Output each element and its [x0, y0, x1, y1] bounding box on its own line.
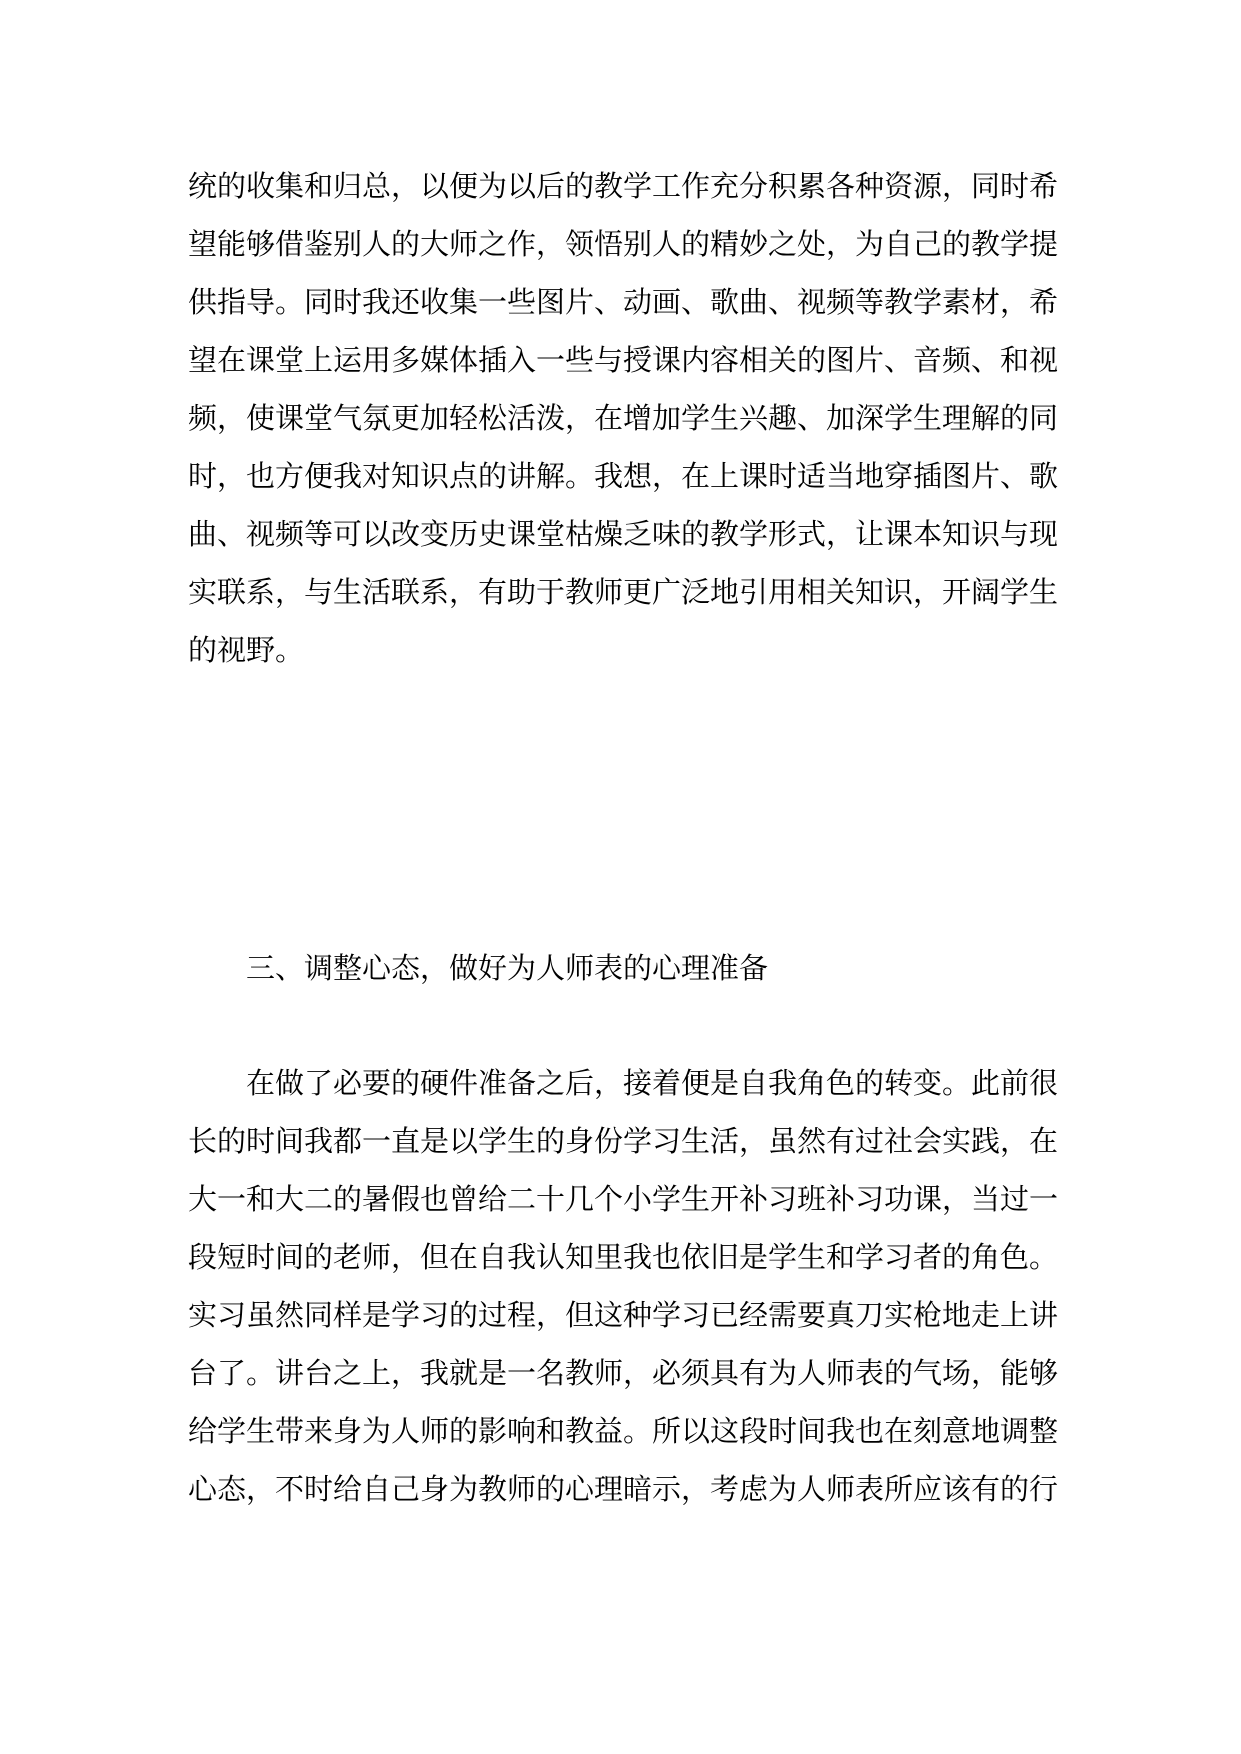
paragraph-1-line: 曲、视频等可以改变历史课堂枯燥乏味的教学形式，让课本知识与现	[188, 517, 1059, 551]
paragraph-2-line: 大一和大二的暑假也曾给二十几个小学生开补习班补习功课，当过一	[188, 1182, 1059, 1216]
paragraph-2-line: 台了。讲台之上，我就是一名教师，必须具有为人师表的气场，能够	[188, 1356, 1059, 1390]
paragraph-1-line: 时，也方便我对知识点的讲解。我想，在上课时适当地穿插图片、歌	[188, 459, 1059, 493]
paragraph-1-line: 的视野。	[188, 633, 305, 667]
paragraph-2-line: 给学生带来身为人师的影响和教益。所以这段时间我也在刻意地调整	[188, 1414, 1059, 1448]
paragraph-1-line: 统的收集和归总，以便为以后的教学工作充分积累各种资源，同时希	[188, 169, 1059, 203]
paragraph-1-line: 实联系，与生活联系，有助于教师更广泛地引用相关知识，开阔学生	[188, 575, 1059, 609]
paragraph-2-line: 在做了必要的硬件准备之后，接着便是自我角色的转变。此前很	[246, 1066, 1059, 1100]
paragraph-2-line: 长的时间我都一直是以学生的身份学习生活，虽然有过社会实践，在	[188, 1124, 1059, 1158]
paragraph-1-line: 频，使课堂气氛更加轻松活泼，在增加学生兴趣、加深学生理解的同	[188, 401, 1059, 435]
paragraph-2-line: 实习虽然同样是学习的过程，但这种学习已经需要真刀实枪地走上讲	[188, 1298, 1059, 1332]
paragraph-1-line: 望在课堂上运用多媒体插入一些与授课内容相关的图片、音频、和视	[188, 343, 1059, 377]
paragraph-2-line: 段短时间的老师，但在自我认知里我也依旧是学生和学习者的角色。	[188, 1240, 1059, 1274]
section-heading: 三、调整心态，做好为人师表的心理准备	[246, 951, 769, 985]
paragraph-2-line: 心态，不时给自己身为教师的心理暗示，考虑为人师表所应该有的行	[188, 1472, 1059, 1506]
paragraph-1-line: 供指导。同时我还收集一些图片、动画、歌曲、视频等教学素材，希	[188, 285, 1059, 319]
paragraph-1-line: 望能够借鉴别人的大师之作，领悟别人的精妙之处，为自己的教学提	[188, 227, 1059, 261]
